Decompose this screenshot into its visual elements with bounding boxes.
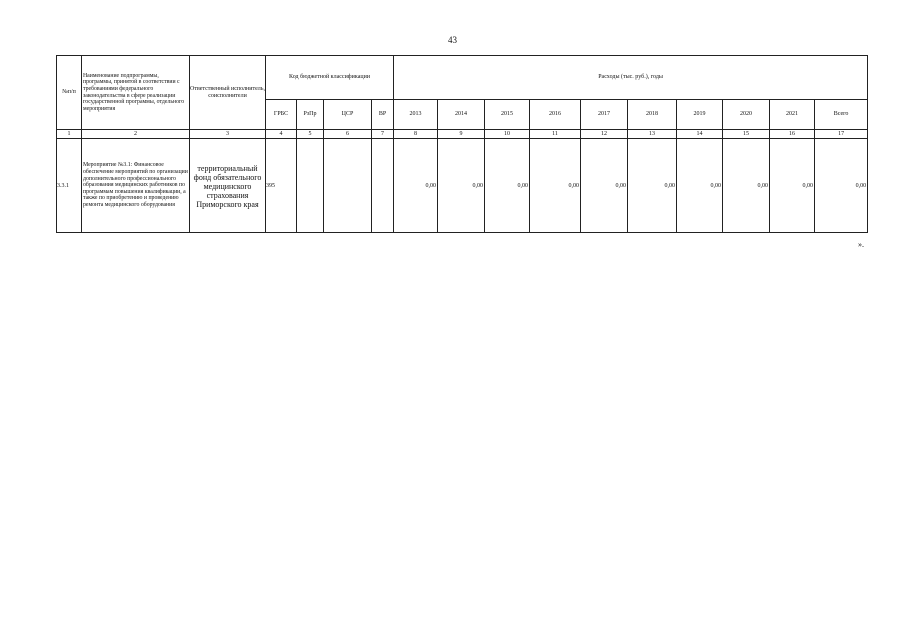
header-grbs: ГРБС [266, 100, 297, 130]
column-number: 9 [438, 130, 485, 139]
row-value-2014: 0,00 [438, 139, 485, 233]
column-number: 15 [723, 130, 770, 139]
column-number: 12 [581, 130, 628, 139]
row-rzpr [297, 139, 324, 233]
row-name: Мероприятие №3.1: Финансовое обеспечение мероприятий по организации дополнительного профессионального образования медицинских работников по программам повышения квалификации, а также по приобретению и проведению ремонта медицинского оборудования [82, 139, 190, 233]
row-value-2013: 0,00 [394, 139, 438, 233]
column-number: 16 [770, 130, 815, 139]
column-number: 1 [57, 130, 82, 139]
header-year-2021: 2021 [770, 100, 815, 130]
row-responsible: территориальный фонд обязательного медицинского страхования Приморского края [190, 139, 266, 233]
header-csr: ЦСР [324, 100, 372, 130]
header-year-2018: 2018 [628, 100, 677, 130]
header-year-2020: 2020 [723, 100, 770, 130]
row-value-2021: 0,00 [770, 139, 815, 233]
column-number: 7 [372, 130, 394, 139]
header-year-2013: 2013 [394, 100, 438, 130]
header-name: Наименование подпрограммы, программы, принятой в соответствии с требованиями федерального законодательства в сфере реализации государственной программы, отдельного мероприятия [82, 56, 190, 130]
page-number: 43 [448, 35, 457, 45]
column-number: 4 [266, 130, 297, 139]
column-number: 13 [628, 130, 677, 139]
column-number-row [57, 130, 868, 139]
header-budget-code: Код бюджетной классификации [266, 56, 394, 100]
header-expenses: Расходы (тыс. руб.), годы [394, 56, 868, 100]
header-year-2019: 2019 [677, 100, 723, 130]
column-number: 2 [82, 130, 190, 139]
header-year-2014: 2014 [438, 100, 485, 130]
column-number: 6 [324, 130, 372, 139]
row-num: 3.3.1 [57, 139, 82, 233]
budget-table [56, 55, 868, 233]
column-number: 3 [190, 130, 266, 139]
column-number: 17 [815, 130, 868, 139]
row-value-2020: 0,00 [723, 139, 770, 233]
header-num: №п/п [57, 56, 82, 130]
header-year-2016: 2016 [530, 100, 581, 130]
column-number: 5 [297, 130, 324, 139]
header-rzpr: РзПр [297, 100, 324, 130]
row-value-2016: 0,00 [530, 139, 581, 233]
row-value-2018: 0,00 [628, 139, 677, 233]
header-total: Всего [815, 100, 868, 130]
row-value-2019: 0,00 [677, 139, 723, 233]
row-vr [372, 139, 394, 233]
row-value-2017: 0,00 [581, 139, 628, 233]
row-value-total: 0,00 [815, 139, 868, 233]
column-number: 10 [485, 130, 530, 139]
header-year-2015: 2015 [485, 100, 530, 130]
row-grbs: 395 [266, 139, 297, 233]
header-responsible: Ответственный исполнитель, соисполнители [190, 56, 266, 130]
row-value-2015: 0,00 [485, 139, 530, 233]
column-number: 14 [677, 130, 723, 139]
column-number: 8 [394, 130, 438, 139]
closing-quote-mark: ». [858, 240, 864, 249]
header-year-2017: 2017 [581, 100, 628, 130]
header-row-top [57, 56, 868, 100]
table-row [57, 139, 868, 233]
column-number: 11 [530, 130, 581, 139]
header-vr: ВР [372, 100, 394, 130]
row-csr [324, 139, 372, 233]
